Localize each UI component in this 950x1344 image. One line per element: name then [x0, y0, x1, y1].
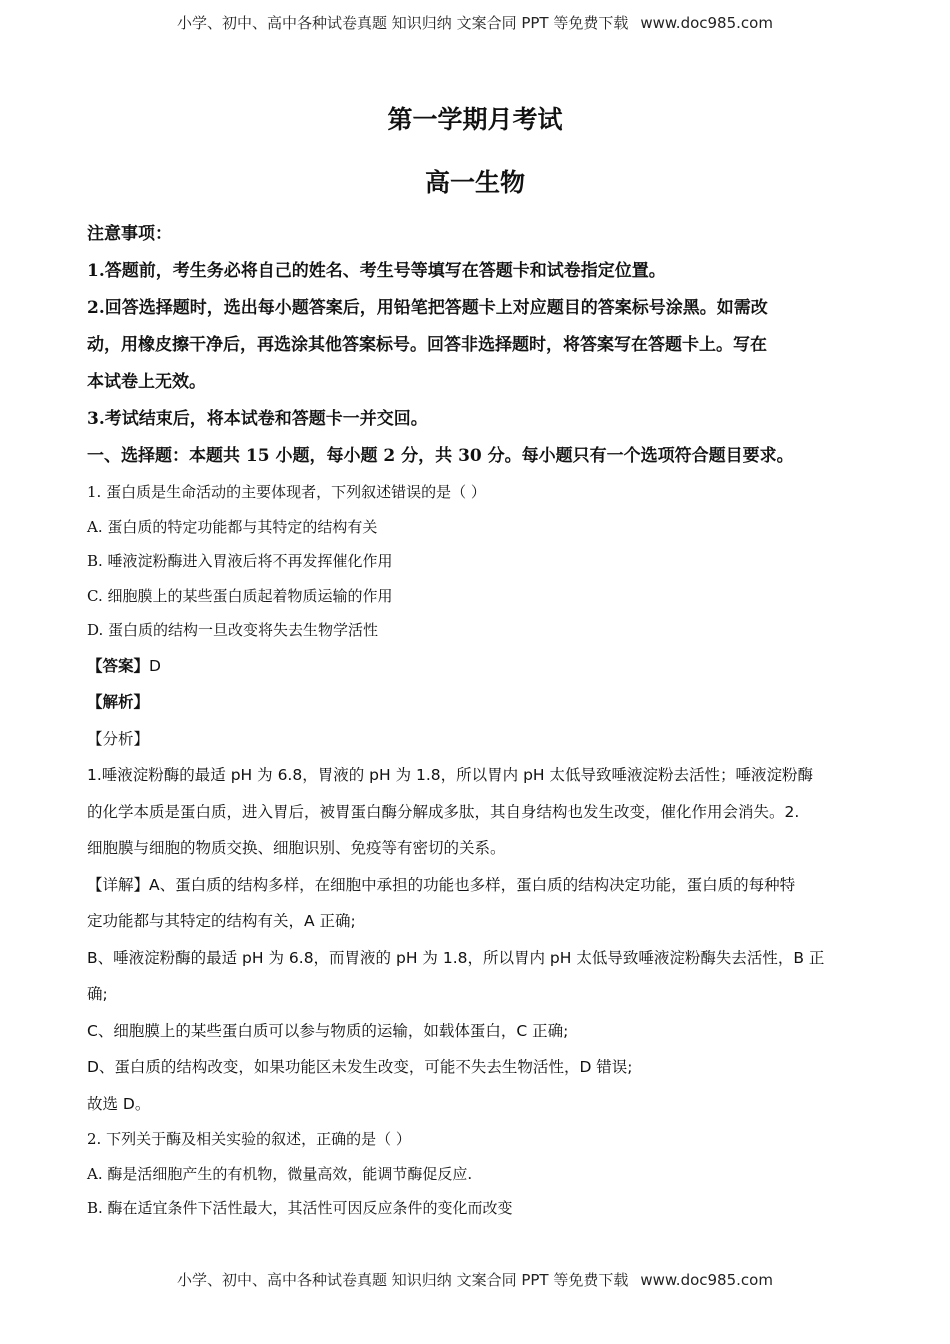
q1-stem: 1. 蛋白质是生命活动的主要体现者，下列叙述错误的是（ ）	[87, 483, 486, 501]
q2-stem: 2. 下列关于酶及相关实验的叙述，正确的是（ ）	[87, 1130, 411, 1148]
detail-line-6: D、蛋白质的结构改变，如果功能区未发生改变，可能不失去生物活性，D 错误;	[87, 1058, 633, 1076]
answer-value: D	[149, 656, 161, 675]
q1-option-b: B. 唾液淀粉酶进入胃液后将不再发挥催化作用	[87, 552, 393, 570]
header-text: 小学、初中、高中各种试卷真题 知识归纳 文案合同 PPT 等免费下载	[177, 14, 629, 32]
q1-option-d: D. 蛋白质的结构一旦改变将失去生物学活性	[87, 621, 379, 639]
q1-answer	[87, 648, 865, 685]
detail-line-2: 定功能都与其特定的结构有关，A 正确;	[87, 912, 356, 930]
notice-heading: 注意事项：	[87, 224, 172, 244]
footer-url[interactable]: www.doc985.com	[640, 1271, 773, 1289]
analysis-line-2: 的化学本质是蛋白质，进入胃后，被胃蛋白酶分解成多肽，其自身结构也发生改变，催化作用会消失。2.	[87, 802, 800, 821]
page-footer	[0, 1269, 950, 1290]
detail-line-1: 【详解】A、蛋白质的结构多样，在细胞中承担的功能也多样，蛋白质的结构决定功能，蛋白质的每种特	[87, 875, 796, 894]
q2-option-b: B. 酶在适宜条件下活性最大，其活性可因反应条件的变化而改变	[87, 1199, 513, 1217]
exam-subtitle: 高一生物	[424, 168, 525, 197]
header-url[interactable]: www.doc985.com	[640, 14, 773, 32]
q2-option-a: A. 酶是活细胞产生的有机物，微量高效，能调节酶促反应.	[87, 1164, 473, 1183]
page-header	[0, 12, 950, 33]
notice-item-1: 1.答题前，考生务必将自己的姓名、考生号等填写在答题卡和试卷指定位置。	[87, 261, 666, 281]
analysis-sub-label: 【分析】	[87, 729, 150, 748]
analysis-label: 【解析】	[87, 693, 150, 711]
notice-item-2-line-2: 动，用橡皮擦干净后，再选涂其他答案标号。回答非选择题时，将答案写在答题卡上。写在	[87, 335, 767, 355]
exam-title: 第一学期月考试	[387, 105, 563, 134]
exam-content	[87, 216, 865, 1226]
analysis-line-3: 细胞膜与细胞的物质交换、细胞识别、免疫等有密切的关系。	[87, 839, 506, 857]
detail-line-4: 确;	[87, 985, 108, 1003]
notice-item-2-line-1: 2.回答选择题时，选出每小题答案后，用铅笔把答题卡上对应题目的答案标号涂黑。如需改	[87, 298, 768, 318]
q1-option-a: A. 蛋白质的特定功能都与其特定的结构有关	[87, 517, 378, 536]
detail-line-5: C、细胞膜上的某些蛋白质可以参与物质的运输，如载体蛋白，C 正确;	[87, 1021, 569, 1040]
notice-item-2-line-3: 本试卷上无效。	[87, 372, 206, 392]
q1-option-c: C. 细胞膜上的某些蛋白质起着物质运输的作用	[87, 586, 393, 605]
footer-text: 小学、初中、高中各种试卷真题 知识归纳 文案合同 PPT 等免费下载	[177, 1271, 629, 1289]
detail-line-3: B、唾液淀粉酶的最适 pH 为 6.8，而胃液的 pH 为 1.8，所以胃内 pH 太低导致唾液淀粉酶失去活性，B 正	[87, 948, 825, 967]
section-heading: 一、选择题：本题共 15 小题，每小题 2 分，共 30 分。每小题只有一个选项符合题目要求。	[87, 446, 794, 466]
notice-item-3: 3.考试结束后，将本试卷和答题卡一并交回。	[87, 409, 428, 429]
answer-label: 【答案】	[87, 656, 150, 675]
detail-line-7: 故选 D。	[87, 1094, 151, 1113]
analysis-line-1: 1.唾液淀粉酶的最适 pH 为 6.8，胃液的 pH 为 1.8，所以胃内 pH 太低导致唾液淀粉去活性；唾液淀粉酶	[87, 766, 813, 784]
